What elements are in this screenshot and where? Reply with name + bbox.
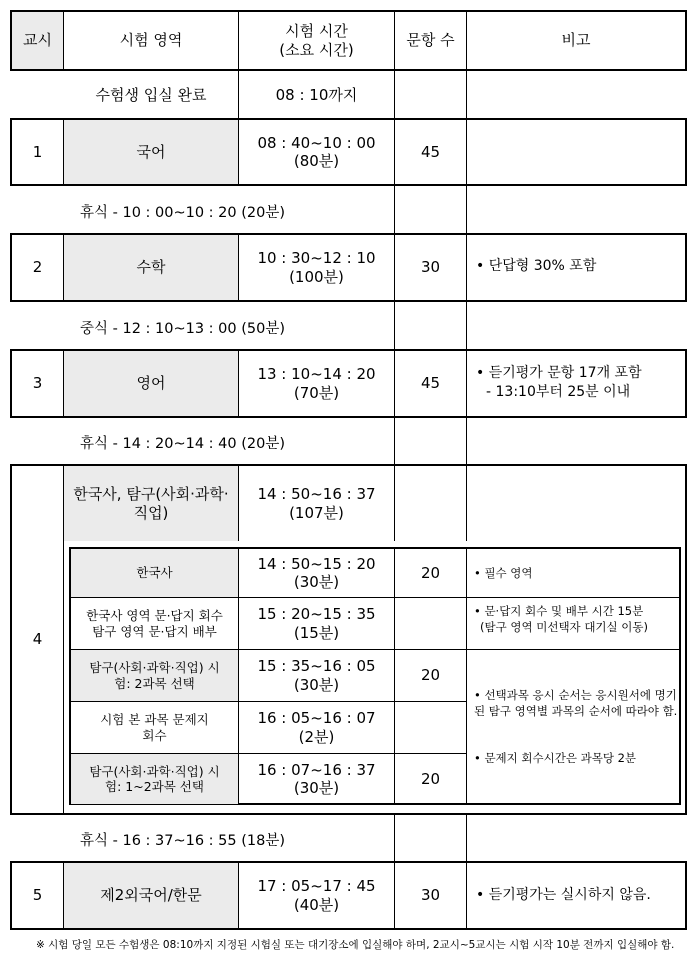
- remark-break-line2: (탐구 영역 미선택자 대기실 이동): [480, 619, 649, 634]
- entry-time: 08 : 10까지: [275, 85, 358, 104]
- header-time: [239, 12, 394, 69]
- period-1-count: 45: [420, 142, 441, 161]
- detail-row-3-count: 20: [420, 666, 441, 685]
- period-3-remark-line1: • 듣기평가 문항 17개 포함: [476, 365, 642, 381]
- period-3-count: 45: [420, 374, 441, 393]
- detail-row-5-duration: (30분): [293, 779, 340, 797]
- header-area: 시험 영역: [119, 31, 183, 50]
- period-1-number: 1: [32, 142, 43, 161]
- period-1-area: 국어: [64, 120, 238, 184]
- header-period: 교시: [12, 12, 63, 69]
- period-5-time-range: 17 : 05~17 : 45: [257, 877, 376, 896]
- detail-row-4-time-range: 16 : 05~16 : 07: [257, 709, 376, 728]
- header-time-line1: 시험 시간: [285, 22, 348, 41]
- period-4-area: 한국사, 탐구(사회·과학·직업): [64, 466, 238, 541]
- period-2-number: 2: [32, 258, 43, 277]
- period-5-area: 제2외국어/한문: [64, 863, 238, 928]
- detail-row-4-time: [239, 702, 394, 753]
- period-2-area: 수학: [64, 235, 238, 300]
- detail-row-3-area: 탐구(사회·과학·직업) 시험: 2과목 선택: [71, 650, 238, 701]
- period-3-remark-line2: - 13:10부터 25분 이내: [486, 383, 631, 400]
- period-1-time-range: 08 : 40~10 : 00: [257, 133, 376, 152]
- period-2-remark: • 단답형 30% 포함: [476, 258, 597, 274]
- detail-row-1-time-range: 14 : 50~15 : 20: [257, 554, 376, 573]
- period-3-remark: [476, 364, 684, 402]
- header-remarks: 비고: [561, 31, 591, 50]
- detail-row-2-time: [239, 598, 394, 649]
- detail-row-2-time-range: 15 : 20~15 : 35: [257, 605, 376, 624]
- detail-row-2-area: 한국사 영역 문·답지 회수 탐구 영역 문·답지 배부: [86, 608, 223, 639]
- break-3: 휴식 - 16 : 37~16 : 55 (18분): [80, 833, 286, 849]
- break-1: 휴식 - 10 : 00~10 : 20 (20분): [80, 205, 286, 221]
- detail-row-1-time: [239, 549, 394, 597]
- detail-row-1-duration: (30분): [293, 573, 340, 591]
- period-2-duration: (100분): [289, 267, 344, 286]
- period-4-duration: (107분): [289, 503, 344, 522]
- period-2-count: 30: [420, 258, 441, 277]
- detail-row-4-duration: (2분): [298, 727, 335, 746]
- detail-row-4-area: 시험 본 과목 문제지 회수: [100, 712, 209, 743]
- detail-row-3-time-range: 15 : 35~16 : 05: [257, 657, 376, 676]
- period-3-duration: (70분): [293, 383, 340, 402]
- detail-row-1-area: 한국사: [71, 549, 238, 597]
- period-5-remark: • 듣기평가는 실시하지 않음.: [476, 887, 651, 903]
- period-5-number: 5: [32, 886, 43, 905]
- period-3-time-range: 13 : 10~14 : 20: [257, 365, 376, 384]
- period-4-time-range: 14 : 50~16 : 37: [257, 485, 376, 504]
- period-2-time-range: 10 : 30~12 : 10: [257, 249, 376, 268]
- remark-collect: • 문제지 회수시간은 과목당 2분: [474, 751, 637, 765]
- detail-row-2-duration: (15분): [293, 623, 340, 642]
- period-5-count: 30: [420, 886, 441, 905]
- period-1-duration: (80분): [293, 152, 340, 170]
- remark-break: [474, 604, 678, 635]
- period-2-time: [239, 235, 394, 300]
- detail-row-5-area: 탐구(사회·과학·직업) 시험: 1~2과목 선택: [71, 754, 238, 804]
- period-4-number: 4: [32, 630, 43, 649]
- period-3-time: [239, 351, 394, 416]
- detail-row-3-time: [239, 650, 394, 701]
- header-time-line2: (소요 시간): [279, 40, 354, 59]
- break-2: 휴식 - 14 : 20~14 : 40 (20분): [80, 436, 286, 452]
- period-1-time: [239, 120, 394, 184]
- period-4-time: [239, 466, 394, 541]
- lunch-break: 중식 - 12 : 10~13 : 00 (50분): [80, 321, 286, 337]
- period-5-time: [239, 863, 394, 928]
- period-3-number: 3: [32, 374, 43, 393]
- remark-order: • 선택과목 응시 순서는 응시원서에 명기된 탐구 영역별 과목의 순서에 따라야 함.: [474, 688, 678, 718]
- footnote: ※ 시험 당일 모든 수험생은 08:10까지 지정된 시험실 또는 대기장소에 입실해야 하며, 2교시~5교시는 시험 시작 10분 전까지 입실해야 함.: [36, 939, 675, 951]
- detail-row-3-duration: (30분): [293, 675, 340, 694]
- detail-row-5-count: 20: [420, 769, 441, 788]
- entry-label: 수험생 입실 완료: [95, 85, 207, 104]
- period-3-area: 영어: [64, 351, 238, 416]
- header-count: 문항 수: [406, 31, 455, 50]
- detail-row-5-time-range: 16 : 07~16 : 37: [257, 760, 376, 779]
- remark-break-line1: • 문·답지 회수 및 배부 시간 15분: [474, 604, 644, 618]
- detail-row-5-time: [239, 754, 394, 804]
- remark-required: • 필수 영역: [474, 566, 533, 580]
- period-5-duration: (40분): [293, 895, 340, 914]
- detail-row-1-count: 20: [420, 563, 441, 582]
